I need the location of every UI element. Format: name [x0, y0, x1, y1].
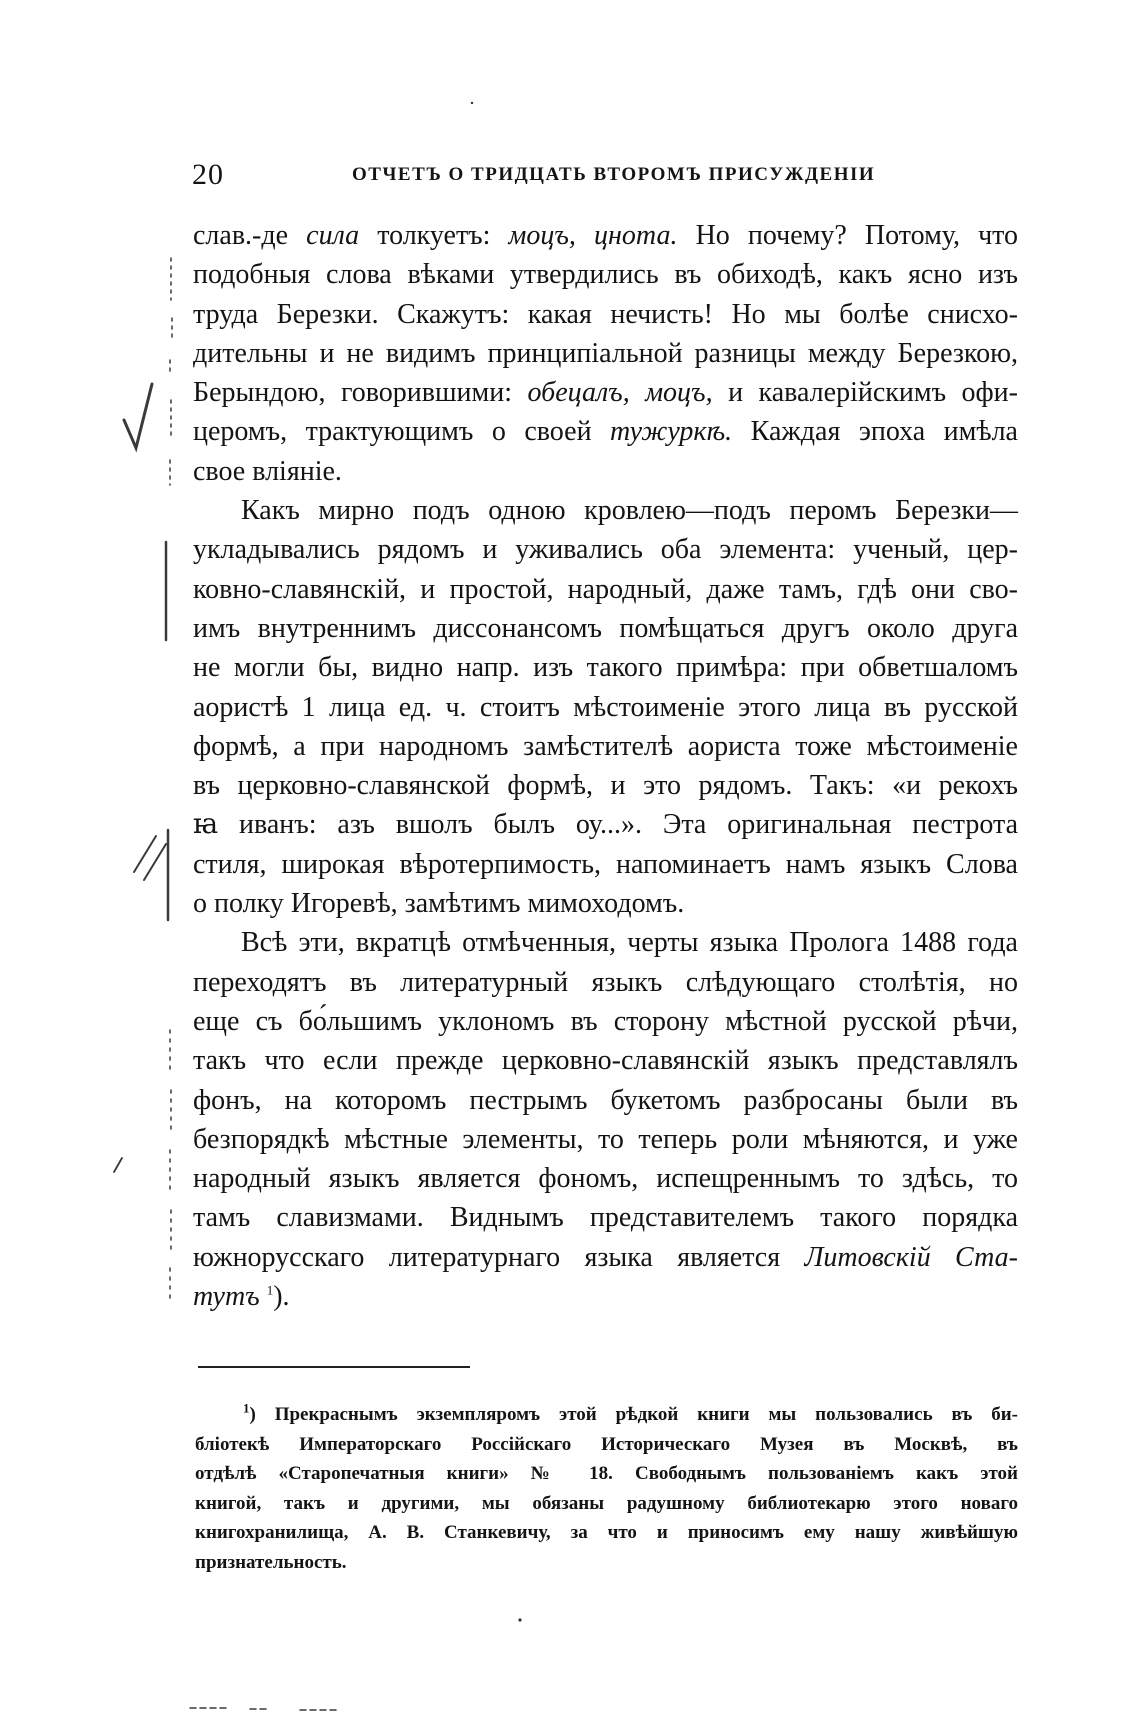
pencil-checkmark: [124, 384, 152, 448]
text-line: переходятъ въ литературный языкъ слѣдующаго столѣтія, но: [193, 966, 1018, 998]
page-edge-marks: [190, 1708, 340, 1710]
running-title: ОТЧЕТЪ О ТРИДЦАТЬ ВТОРОМЪ ПРИСУЖДЕНІИ: [352, 164, 876, 185]
text-line: церомъ, трактующимъ о своей тужуркѣ. Каждая эпоха имѣла: [193, 416, 1018, 448]
text-line: тамъ славизмами. Виднымъ представителемъ такого порядка: [193, 1202, 1018, 1234]
text-line: укладывались рядомъ и уживались оба элемента: ученый, цер-: [193, 534, 1018, 566]
text-line: слав.-де сила толкуетъ: моцъ, цнота. Но почему? Потому, что: [193, 220, 1019, 251]
text-line: свое вліяніе.: [193, 455, 342, 487]
text-line: Всѣ эти, вкратцѣ отмѣченныя, черты языка Пролога 1488 года: [241, 927, 1018, 959]
text-line: еще съ бо́льшимъ уклономъ въ сторону мѣстной русской рѣчи,: [193, 1005, 1018, 1037]
footnote-line: бліотекѣ Императорскаго Россійскаго Историческаго Музея въ Москвѣ, въ: [195, 1433, 1018, 1455]
footnote-line: признательность.: [195, 1551, 347, 1573]
page-number: 20: [192, 158, 224, 191]
text-line: имъ внутреннимъ диссонансомъ помѣщаться другъ около друга: [193, 612, 1018, 644]
text-line: безпорядкѣ мѣстные элементы, то теперь роли мѣняются, и уже: [193, 1123, 1018, 1155]
footnote-marker: 1: [243, 1400, 250, 1416]
text-line: народный языкъ является фономъ, испещреннымъ то здѣсь, то: [193, 1163, 1018, 1195]
text-line: формѣ, а при народномъ замѣстителѣ аориста тоже мѣстоименіе: [193, 730, 1018, 762]
ink-speck: [518, 1618, 521, 1621]
text-line: фонъ, на которомъ пестрымъ букетомъ разбросаны были въ: [193, 1084, 1018, 1116]
text-line: Какъ мирно подъ одною кровлею—подъ перомъ Березки—: [241, 495, 1018, 527]
text-line: ꙗ иванъ: азъ вшолъ былъ оу...». Эта оригинальная пестрота: [193, 809, 1018, 841]
pencil-dots: [170, 1030, 171, 1300]
body-text: [193, 216, 1018, 1316]
text-line: Берындою, говорившими: обецалъ, моцъ, и кавалерійскимъ офи-: [193, 377, 1018, 409]
text-line: южнорусскаго литературнаго языка является Литовскій Ста-: [193, 1241, 1019, 1273]
text-line: аористѣ 1 лица ед. ч. стоитъ мѣстоименіе этого лица въ русской: [193, 691, 1018, 723]
text-line: о полку Игоревѣ, замѣтимъ мимоходомъ.: [193, 888, 685, 920]
ink-speck: [471, 102, 473, 104]
footnote-separator: [198, 1366, 470, 1368]
text-line: въ церковно-славянской формѣ, и это рядомъ. Такъ: «и рекохъ: [193, 770, 1018, 802]
footnote-line: $^1$) Прекраснымъ экземпляромъ этой рѣдкой книги мы пользовались въ би-: [243, 1400, 1018, 1425]
text-line: не могли бы, видно напр. изъ такого примѣра: при обветшаломъ: [193, 652, 1018, 684]
footnote-reference[interactable]: 1: [266, 1282, 274, 1298]
text-line: тутъ $^1$).: [193, 1281, 290, 1313]
footnote-line: отдѣлѣ «Старопечатныя книги» № 18. Свободнымъ пользованіемъ какъ этой: [195, 1463, 1018, 1484]
page-header: [192, 158, 962, 196]
footnote: [195, 1400, 1018, 1577]
text-line: труда Березки. Скажутъ: какая нечисть! Но мы болѣе снисхо-: [193, 298, 1018, 330]
footnote-line: книгохранилища, А. В. Станкевичу, за что и приносимъ ему нашу живѣйшую: [195, 1522, 1018, 1543]
text-line: дительны и не видимъ принципіальной разницы между Березкою,: [193, 337, 1018, 369]
text-line: подобныя слова вѣками утвердились въ обиходѣ, какъ ясно изъ: [193, 259, 1018, 291]
text-line: ковно-славянскій, и простой, народный, даже тамъ, гдѣ они сво-: [193, 573, 1018, 605]
footnote-line: книгой, такъ и другими, мы обязаны радушному библиотекарю этого новаго: [195, 1492, 1018, 1514]
text-line: стиля, широкая вѣротерпимость, напоминаетъ намъ языкъ Слова: [193, 848, 1018, 880]
pencil-tick: [114, 1158, 122, 1172]
pencil-double-slash: [134, 836, 166, 880]
text-line: такъ что если прежде церковно-славянскій языкъ представлялъ: [193, 1045, 1018, 1077]
pencil-dots: [170, 258, 172, 485]
